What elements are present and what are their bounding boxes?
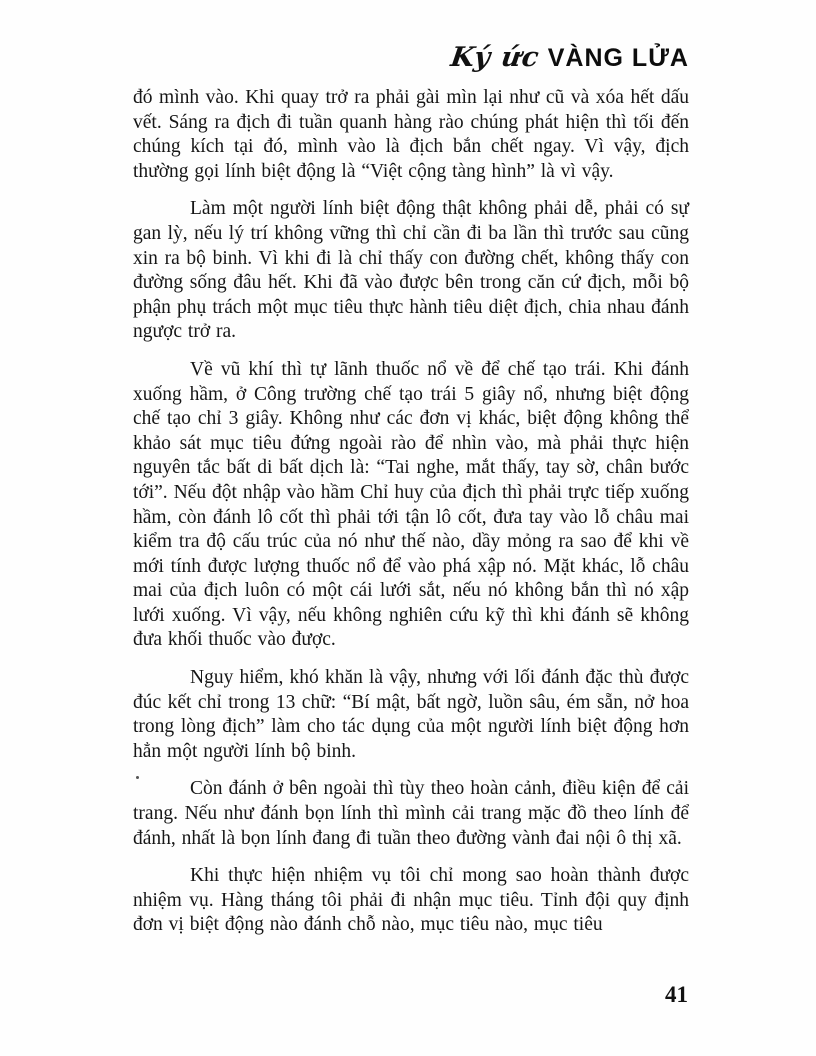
running-header-script: Ký ức — [449, 42, 542, 73]
paragraph: Về vũ khí thì tự lãnh thuốc nổ về để chế tạo trái. Khi đánh xuống hầm, ở Công trường chế tạo trái 5 giây nổ, nhưng biệt động chế tạo chỉ 3 giây. Không như các đơn vị khác, biệt động không thể khảo sát mục tiêu đứng ngoài rào để nhìn vào, mà phải thực hiện nguyên tắc bất di bất dịch là: “Tai nghe, mắt thấy, tay sờ, chân bước tới”. Nếu đột nhập vào hầm Chỉ huy của địch thì phải trực tiếp xuống hầm, còn đánh lô cốt thì phải tới tận lô cốt, đưa tay vào lỗ châu mai kiểm tra độ cấu trúc của nó như thế nào, dầy mỏng ra sao để khi về mới tính được lượng thuốc nổ để vào phá xập nó. Mặt khác, lỗ châu mai của địch luôn có một cái lưới sắt, nếu nó không bắn thì nó xập lưới xuống. Vì vậy, nếu không nghiên cứu kỹ thì khi đánh sẽ không đưa khối thuốc vào được. — [133, 358, 689, 651]
body-text — [133, 86, 689, 951]
paragraph: Làm một người lính biệt động thật không phải dễ, phải có sự gan lỳ, nếu lý trí không vững thì chỉ cần đi ba lần thì trước sau cũng xin ra bộ binh. Vì khi đi là chỉ thấy con đường chết, không thấy con đường sống đâu hết. Khi đã vào được bên trong căn cứ địch, mỗi bộ phận phụ trách một mục tiêu thực hành tiêu diệt địch, chia nhau đánh ngược trở ra. — [133, 198, 689, 343]
scan-artifact-dot — [136, 776, 139, 779]
paragraph: đó mình vào. Khi quay trở ra phải gài mìn lại như cũ và xóa hết dấu vết. Sáng ra địch đi tuần quanh hàng rào chúng phát hiện thì tối đến chúng kích tại đó, mình vào là địch bắn chết ngay. Vì vậy, địch thường gọi lính biệt động là “Việt cộng tàng hình” là vì vậy. — [133, 87, 689, 182]
paragraph: Khi thực hiện nhiệm vụ tôi chỉ mong sao hoàn thành được nhiệm vụ. Hàng tháng tôi phải đi nhận mục tiêu. Tỉnh đội quy định đơn vị biệt động nào đánh chỗ nào, mục tiêu nào, mục tiêu — [133, 865, 689, 936]
running-header-title: VÀNG LỬA — [547, 44, 689, 72]
paragraph: Còn đánh ở bên ngoài thì tùy theo hoàn cảnh, điều kiện để cải trang. Nếu như đánh bọn lính thì mình cải trang mặc đồ theo lính để đánh, nhất là bọn lính đang đi tuần theo đường vành đai nội ô thị xã. — [133, 778, 689, 849]
running-header — [451, 42, 689, 73]
page-number: 41 — [665, 982, 688, 1007]
paragraph: Nguy hiểm, khó khăn là vậy, nhưng với lối đánh đặc thù được đúc kết chỉ trong 13 chữ: “Bí mật, bất ngờ, luồn sâu, ém sẵn, nở hoa trong lòng địch” làm cho tác dụng của một người lính biệt động hơn hẳn một người lính bộ binh. — [133, 667, 689, 762]
